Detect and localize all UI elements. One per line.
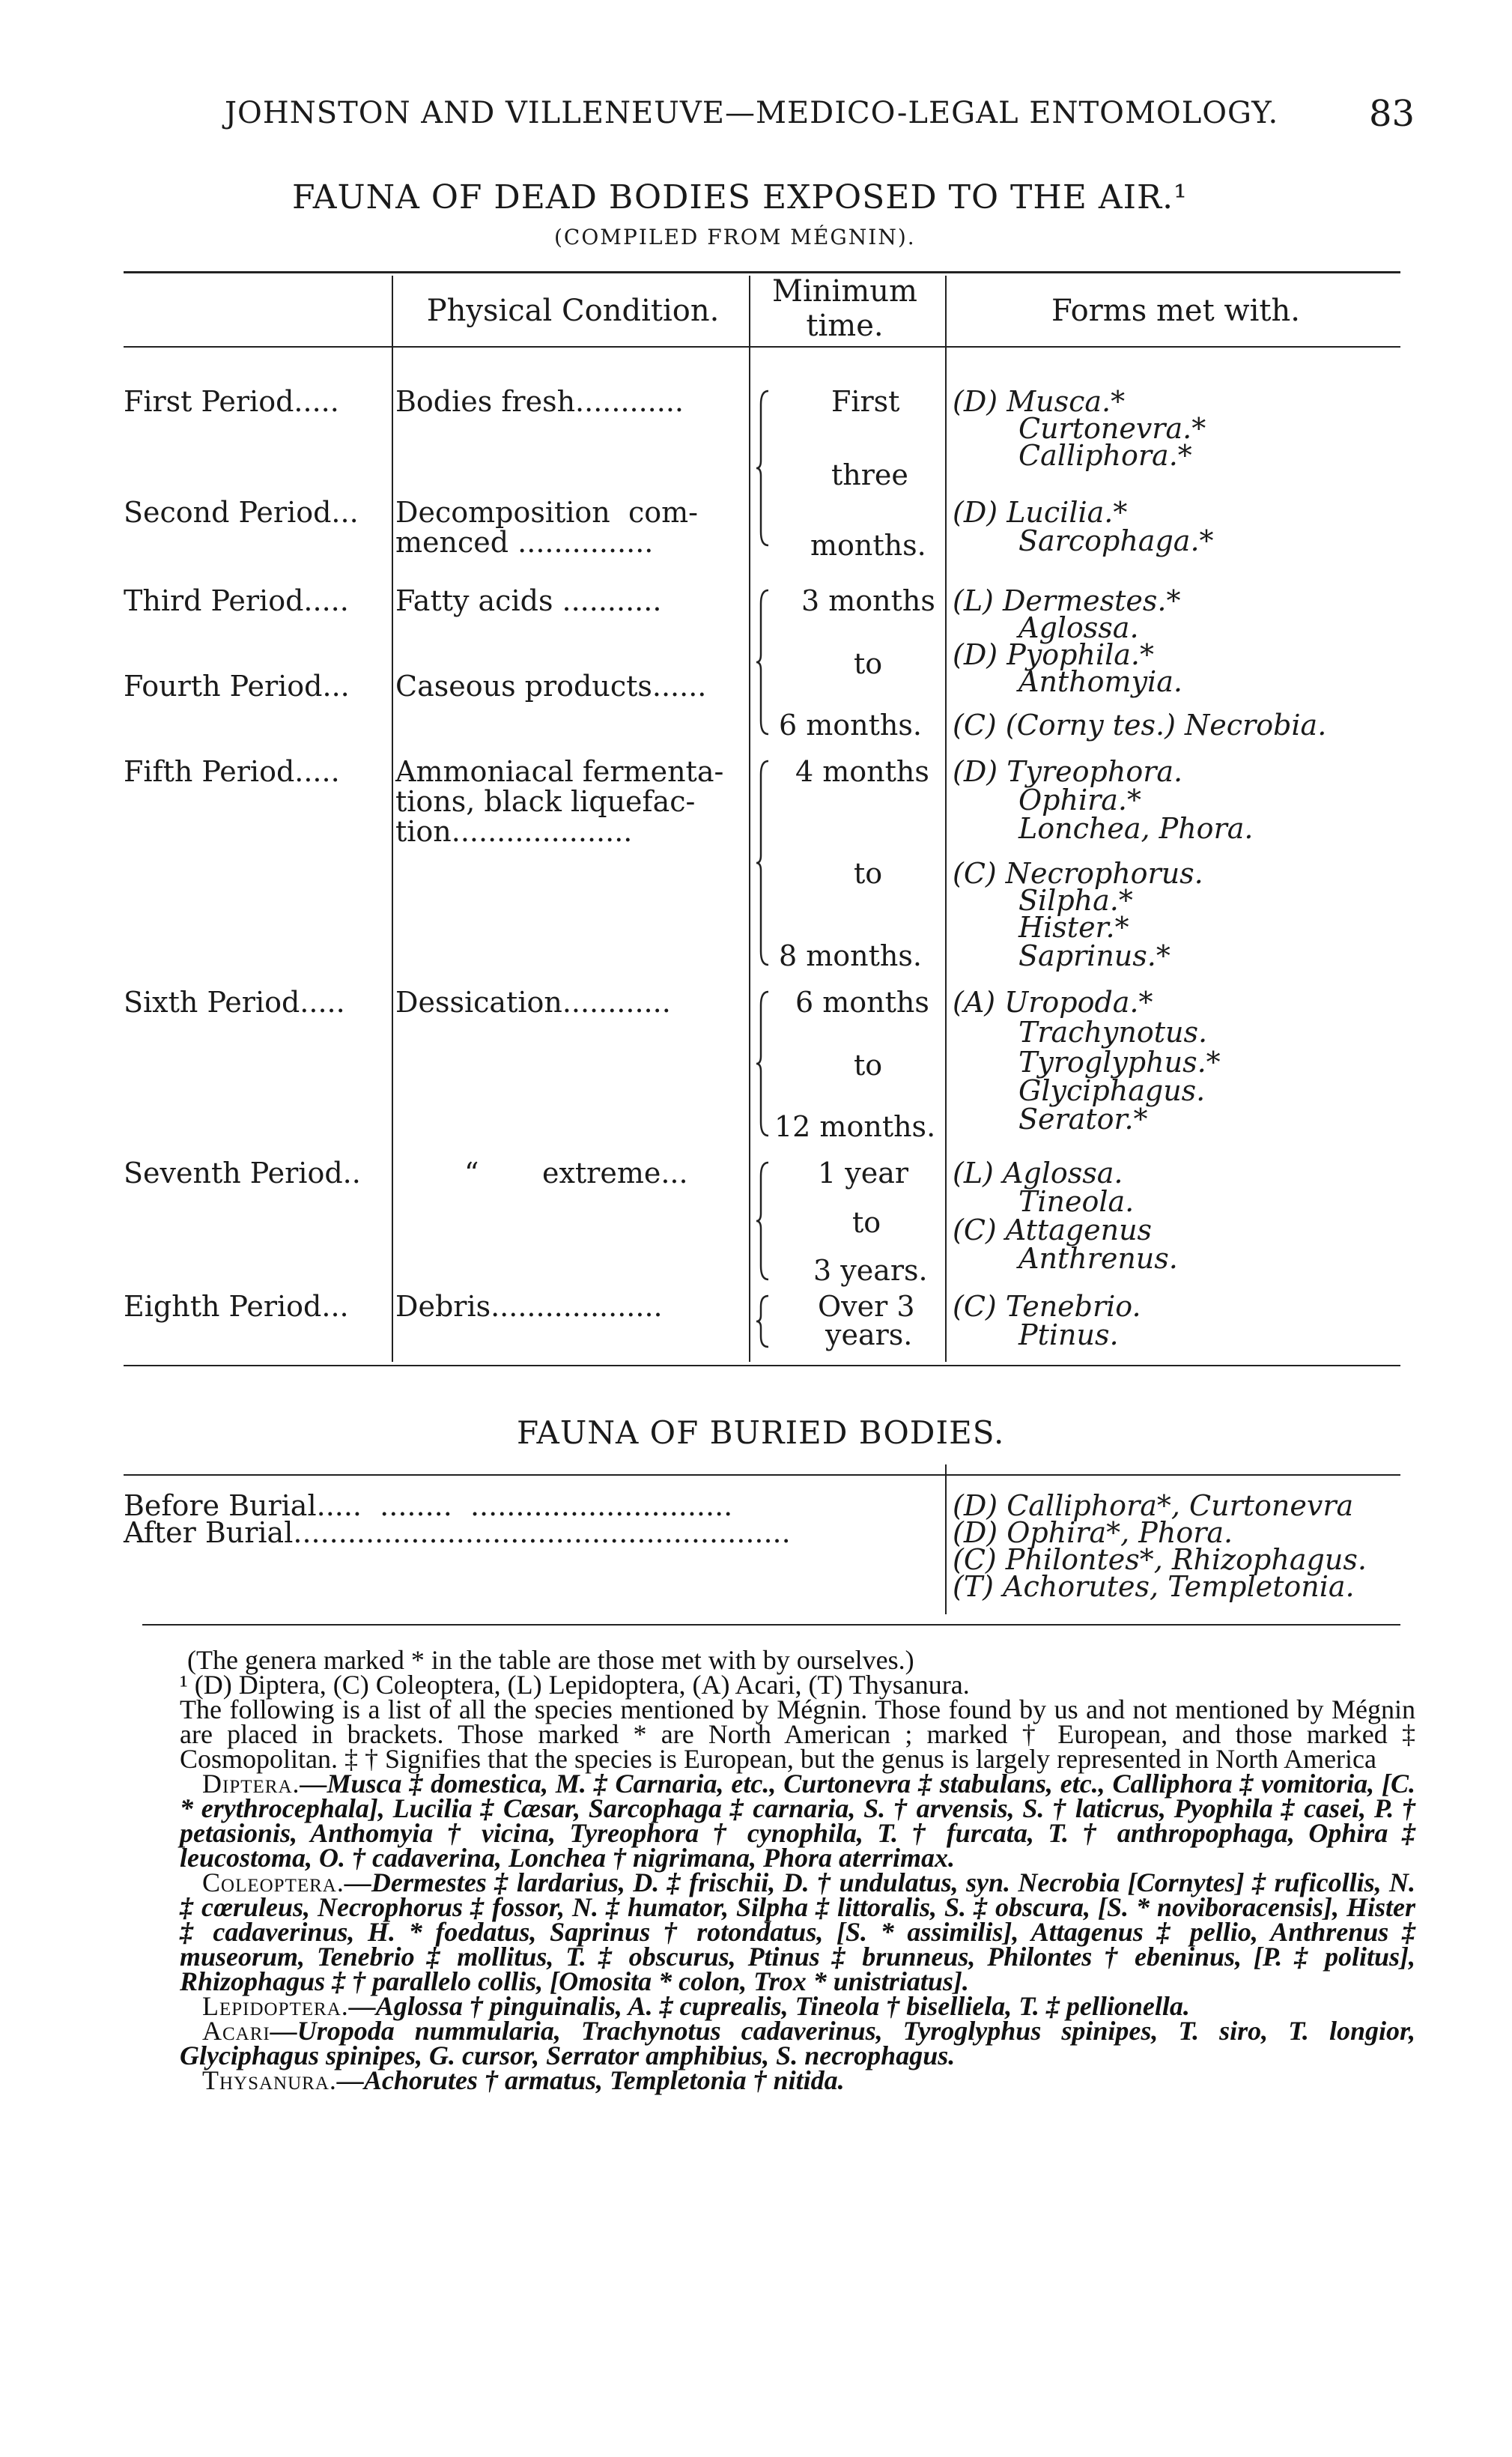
condition-cell: Dessication............ bbox=[395, 986, 671, 1019]
period-label: Second Period... bbox=[124, 496, 359, 529]
period-label: Fifth Period..... bbox=[124, 755, 340, 788]
brace-group-3 bbox=[755, 760, 773, 966]
column-header-time: Minimum time. bbox=[772, 274, 917, 343]
brace-group-5 bbox=[755, 1161, 773, 1281]
col-divider-1 bbox=[392, 276, 393, 1362]
forms-entry: (C) Tenebrio. bbox=[953, 1290, 1141, 1323]
acari-label: Acari bbox=[202, 2016, 270, 2046]
table-header-rule bbox=[124, 346, 1400, 348]
time-text: to bbox=[854, 1049, 883, 1082]
forms-entry: Trachynotus. bbox=[1018, 1016, 1208, 1049]
forms-entry: Aglossa. bbox=[1018, 611, 1139, 644]
time-text: First bbox=[831, 385, 900, 418]
forms-entry: (C) Attagenus bbox=[953, 1214, 1153, 1246]
forms-entry: (L) Aglossa. bbox=[953, 1157, 1123, 1190]
forms-entry: Hister.* bbox=[1018, 911, 1129, 944]
forms-entry: Saprinus.* bbox=[1018, 939, 1171, 972]
period-label: Seventh Period.. bbox=[124, 1157, 361, 1190]
forms-entry: Serator.* bbox=[1018, 1103, 1148, 1136]
buried-forms: (D) Calliphora*, Curtonevra bbox=[953, 1489, 1354, 1522]
forms-entry: (D) Pyophila.* bbox=[953, 638, 1154, 671]
diptera-paragraph bbox=[180, 1769, 1415, 1873]
buried-forms: (C) Philontes*, Rhizophagus. bbox=[953, 1543, 1367, 1576]
lepidoptera-label: Lepidoptera. bbox=[202, 1991, 349, 2021]
forms-entry: (A) Uropoda.* bbox=[953, 986, 1153, 1019]
thysanura-label: Thysanura. bbox=[202, 2065, 337, 2095]
forms-entry: Silpha.* bbox=[1018, 884, 1133, 917]
buried-row-label: Before Burial..... ........ ............................. bbox=[124, 1489, 733, 1522]
forms-entry: (C) Necrophorus. bbox=[953, 857, 1203, 890]
footnote: ¹ (D) Diptera, (C) Coleoptera, (L) Lepidoptera, (A) Acari, (T) Thysanura. bbox=[180, 1670, 970, 1700]
acari-list: —Uropoda nummularia, Trachynotus cadaverinus, Tyroglyphus spinipes, T. siro, T. longior, Glyciphagus spinipes, G. cursor, Serrator amphibius, S. necrophagus. bbox=[180, 2016, 1415, 2070]
condition-cell: “ extreme... bbox=[464, 1157, 688, 1190]
period-label: Fourth Period... bbox=[124, 670, 350, 703]
condition-cell: Bodies fresh............ bbox=[395, 385, 684, 418]
period-label: First Period..... bbox=[124, 385, 339, 418]
period-label: Third Period..... bbox=[124, 584, 349, 617]
forms-entry: (D) Tyreophora. bbox=[953, 755, 1183, 788]
thysanura-paragraph bbox=[180, 2065, 1415, 2095]
condition-cell: Decomposition com- menced ............... bbox=[395, 496, 698, 559]
time-text: months. bbox=[810, 529, 926, 562]
forms-entry: Calliphora.* bbox=[1018, 439, 1192, 472]
diptera-list: —Musca ‡ domestica, M. ‡ Carnaria, etc., Curtonevra ‡ stabulans, etc., Calliphora ‡ vomitoria, [C. * erythrocephala], Lucilia ‡ Cæsar, Sarcophaga ‡ carnaria, S. † arvensis, S. † laticrus, Pyophila ‡ casei, P. † petasionis, Anthomyia † vicina, Tyreophora † cynophila, T. † furcata, T. † anthropophaga, Ophira ‡ leucostoma, O. † cadaverina, Lonchea † nigrimana, Phora aterrimax. bbox=[180, 1769, 1415, 1873]
forms-entry: Curtonevra.* bbox=[1018, 412, 1206, 445]
forms-entry: Tineola. bbox=[1018, 1185, 1135, 1218]
table-subtitle: (COMPILED FROM MÉGNIN). bbox=[554, 225, 916, 249]
time-text: 1 year bbox=[818, 1157, 909, 1190]
forms-entry: Anthrenus. bbox=[1018, 1242, 1178, 1275]
thysanura-list: —Achorutes † armatus, Templetonia † nitida. bbox=[336, 2065, 845, 2095]
brace-group-2 bbox=[755, 589, 773, 736]
buried-table-title: FAUNA OF BURIED BODIES. bbox=[517, 1414, 1005, 1451]
time-text: 6 months bbox=[795, 986, 929, 1019]
acari-paragraph bbox=[180, 2016, 1415, 2070]
forms-entry: Glyciphagus. bbox=[1018, 1074, 1206, 1107]
time-text: years. bbox=[825, 1318, 913, 1351]
notes-section bbox=[180, 1645, 1415, 2095]
col-divider-3 bbox=[945, 276, 947, 1362]
forms-entry: Tyroglyphus.* bbox=[1018, 1046, 1221, 1079]
column-header-condition: Physical Condition. bbox=[426, 294, 720, 328]
condition-cell: Ammoniacal fermenta- tions, black liquefac- tion.................... bbox=[395, 755, 724, 848]
forms-entry: Ophira.* bbox=[1018, 784, 1142, 817]
time-text: 6 months. bbox=[779, 709, 922, 742]
brace-group-6 bbox=[755, 1294, 773, 1348]
time-text: 4 months bbox=[795, 755, 929, 788]
buried-row-label: After Burial....................................................... bbox=[124, 1516, 791, 1549]
notes-top-rule bbox=[142, 1624, 1400, 1626]
forms-entry: Sarcophaga.* bbox=[1018, 524, 1214, 557]
condition-cell: Debris................... bbox=[395, 1290, 663, 1323]
lepidoptera-list: —Aglossa † pinguinalis, A. ‡ cuprealis, Tineola † biselliela, T. ‡ pellionella. bbox=[348, 1991, 1190, 2021]
time-text: Over 3 bbox=[818, 1290, 915, 1323]
brace-group-1 bbox=[755, 390, 773, 547]
table-top-rule bbox=[124, 271, 1400, 273]
buried-table-rule bbox=[124, 1474, 1400, 1476]
diptera-label: Diptera. bbox=[202, 1769, 300, 1799]
period-label: Sixth Period..... bbox=[124, 986, 345, 1019]
time-text: 8 months. bbox=[779, 939, 922, 972]
col-divider-2 bbox=[749, 276, 750, 1362]
forms-entry: Anthomyia. bbox=[1018, 665, 1182, 698]
marked-note: (The genera marked * in the table are those met with by ourselves.) bbox=[187, 1645, 914, 1675]
forms-entry: (D) Lucilia.* bbox=[953, 496, 1128, 529]
forms-entry: Lonchea, Phora. bbox=[1018, 812, 1254, 845]
page-number: 83 bbox=[1369, 93, 1415, 135]
forms-entry: (D) Musca.* bbox=[953, 385, 1126, 418]
time-text: to bbox=[854, 647, 883, 680]
forms-entry: (C) (Corny tes.) Necrobia. bbox=[953, 709, 1327, 742]
buried-forms: (T) Achorutes, Templetonia. bbox=[953, 1570, 1355, 1603]
brace-group-4 bbox=[755, 990, 773, 1137]
time-text: to bbox=[852, 1206, 881, 1239]
table-bottom-rule bbox=[124, 1365, 1400, 1366]
time-text: to bbox=[854, 857, 883, 890]
table-title: FAUNA OF DEAD BODIES EXPOSED TO THE AIR.¹ bbox=[292, 178, 1188, 216]
forms-entry: (L) Dermestes.* bbox=[953, 584, 1181, 617]
running-head: JOHNSTON AND VILLENEUVE—MEDICO-LEGAL ENTOMOLOGY. bbox=[225, 96, 1279, 130]
intro-paragraph: The following is a list of all the species mentioned by Mégnin. Those found by us and not mentioned by Mégnin are placed in brackets. Those marked * are North American ; marked † European, and those marked ‡ Cosmopolitan. ‡ † Signifies that the species is European, but the genus is largely represented in North America bbox=[180, 1694, 1415, 1774]
period-label: Eighth Period... bbox=[124, 1290, 349, 1323]
time-text: 3 months bbox=[801, 584, 935, 617]
time-text: 12 months. bbox=[774, 1110, 936, 1143]
buried-forms: (D) Ophira*, Phora. bbox=[953, 1516, 1233, 1549]
coleoptera-label: Coleoptera. bbox=[202, 1867, 344, 1897]
condition-cell: Caseous products...... bbox=[395, 670, 707, 703]
forms-entry: Ptinus. bbox=[1018, 1318, 1119, 1351]
column-header-forms: Forms met with. bbox=[1051, 294, 1300, 328]
condition-cell: Fatty acids ........... bbox=[395, 584, 662, 617]
buried-col-divider bbox=[945, 1464, 947, 1614]
time-text: 3 years. bbox=[813, 1254, 928, 1287]
coleoptera-paragraph bbox=[180, 1867, 1415, 1996]
time-text: three bbox=[831, 458, 908, 491]
coleoptera-list: —Dermestes ‡ lardarius, D. ‡ frischii, D. † undulatus, syn. Necrobia [Cornytes] ‡ ruficollis, N. ‡ cœruleus, Necrophorus ‡ fossor, N. ‡ humator, Silpha ‡ littoralis, S. ‡ obscura, [S. * noviboracensis], Hister ‡ cadaverinus, H. * foedatus, Saprinus † rotondatus, [S. * assimilis], Attagenus ‡ pellio, Anthrenus ‡ museorum, Tenebrio ‡ mollitus, T. ‡ obscurus, Ptinus ‡ brunneus, Philontes † ebeninus, [P. ‡ politus], Rhizophagus ‡ † parallelo collis, [Omosita * colon, Trox * unistriatus]. bbox=[180, 1867, 1415, 1996]
